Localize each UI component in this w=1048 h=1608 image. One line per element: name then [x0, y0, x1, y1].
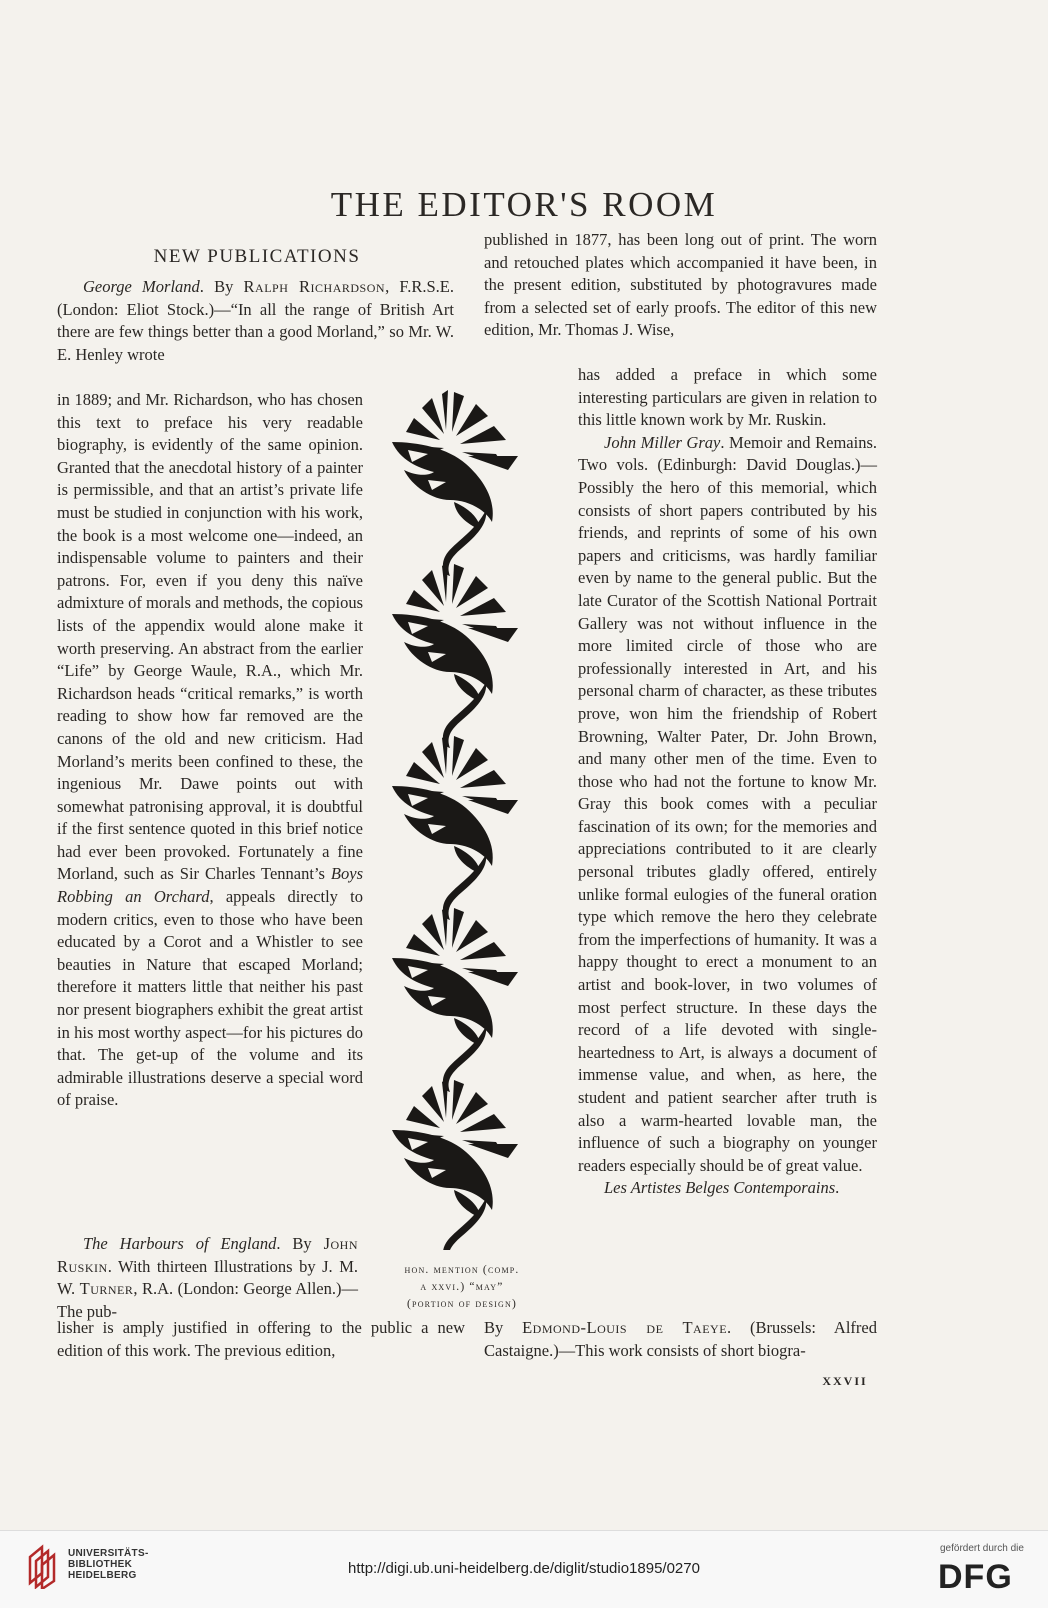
left-column-intro: George Morland. By Ralph Richardson, F.R.S.E. (London: Eliot Stock.)—“In all the range of British Art there are few things better than a good Morland,” so Mr. W. E. Henley wrote — [57, 277, 454, 364]
dfg-logo[interactable]: DFG — [938, 1558, 1013, 1596]
page-number: XXVII — [822, 1374, 868, 1388]
figure-caption — [372, 1262, 552, 1313]
library-name-line: UNIVERSITÄTS- — [68, 1548, 149, 1559]
caption-line: (portion of design) — [407, 1298, 517, 1310]
library-name-line: HEIDELBERG — [68, 1570, 137, 1581]
right-column-gray-review: has added a preface in which some interesting particulars are given in relation to this little known work by Mr. Ruskin. John Miller Gray. Memoir and Remains. Two vols. (Edinburgh: David Douglas.)—Possibly the hero of this memorial, which consists of short papers contributed by his friends, and reprints of some of his own papers and criticisms, was hardly familiar even by name to the general public. But the late Curator of the Scottish National Portrait Gallery was not without influence in the more limited circle of those who are professionally interested in Art, and his personal charm of character, as these tributes prove, won him the friendship of Robert Browning, Walter Pater, Dr. John Brown, and many other men of the time. Even to those who had not the fortune to know Mr. Gray this book comes with a peculiar fascination of its own; for the memories and appreciations contributed to it are clearly personal tributes gladly offered, entirely unlike formal eulogies of the funeral oration type which remove the hero they celebrate from the imperfections of humanity. It was a happy thought to erect a monument to an artist and book-lover, in two volumes of most perfect structure. In these days the record of a life devoted with single-heartedness to Art, is always a document of immense value, and when, as here, the student and patient searcher after truth is also a warm-hearted lovable man, the influence of such a biography on younger readers especially should be of great value. Les Artistes Belges Contemporains. — [578, 365, 877, 1198]
library-name-line: BIBLIOTHEK — [68, 1559, 133, 1570]
caption-line: a xxvi.) “may” — [420, 1281, 504, 1293]
source-url-link[interactable]: http://digi.ub.uni-heidelberg.de/diglit/studio1895/0270 — [348, 1560, 700, 1577]
caption-line: hon. mention (comp. — [404, 1264, 520, 1276]
digitization-footer — [0, 1530, 1048, 1608]
left-column-ruskin-continued: lisher is amply justified in offering to the public a new edition of this work. The previous edition, — [57, 1318, 465, 1360]
library-name — [68, 1548, 149, 1581]
section-heading: NEW PUBLICATIONS — [153, 246, 361, 267]
left-column-morland-review: in 1889; and Mr. Richardson, who has chosen this text to preface his very readable biography, is evidently of the same opinion. Granted that the anecdotal history of a painter is permissible, and that an artist’s private life must be studied in conjunction with his work, the book is a most welcome one—indeed, an indispensable volume to painters and their patrons. For, even if you deny this naïve admixture of morals and methods, the copious lists of the appendix would alone make it worth preserving. An abstract from the earlier “Life” by George Waule, R.A., which Mr. Richardson heads “critical remarks,” is worth reading to show how far removed are the canons of the old and new criticism. Had Morland’s merits been confined to these, the ingenious Mr. Dawe points out with somewhat patronising approval, it is doubtful if the first sentence quoted in this brief notice had ever been provoked. Fortunately a fine Morland, such as Sir Charles Tennant’s Boys Robbing an Orchard, appeals directly to modern critics, even to those who have been educated by a Corot and a Whistler to see beauties in Nature that escaped Morland; therefore it matters little that neither his past nor present biographers exhibit the great artist in his most worthy aspect—for his pictures do that. The get-up of the volume and its admirable illustrations deserve a special word of praise. — [57, 390, 363, 1110]
left-column-ruskin-review: The Harbours of England. By John Ruskin. With thirteen Illustrations by J. M. W. Turner, R.A. (London: George Allen.)—The pub- — [57, 1234, 358, 1321]
leaf-ornament-illustration — [388, 390, 548, 1250]
sponsor-label: gefördert durch die — [940, 1543, 1024, 1554]
page-title: THE EDITOR'S ROOM — [330, 185, 718, 225]
right-column-ruskin-continued: published in 1877, has been long out of print. The worn and retouched plates which accompanied it have been, in the present edition, substituted by photogravures made from a selected set of early proofs. The editor of this new edition, Mr. Thomas J. Wise, — [484, 230, 877, 340]
university-library-logo-icon[interactable] — [26, 1543, 60, 1589]
right-column-taeye-review: By Edmond-Louis de Taeye. (Brussels: Alfred Castaigne.)—This work consists of short biogra- — [484, 1318, 877, 1360]
